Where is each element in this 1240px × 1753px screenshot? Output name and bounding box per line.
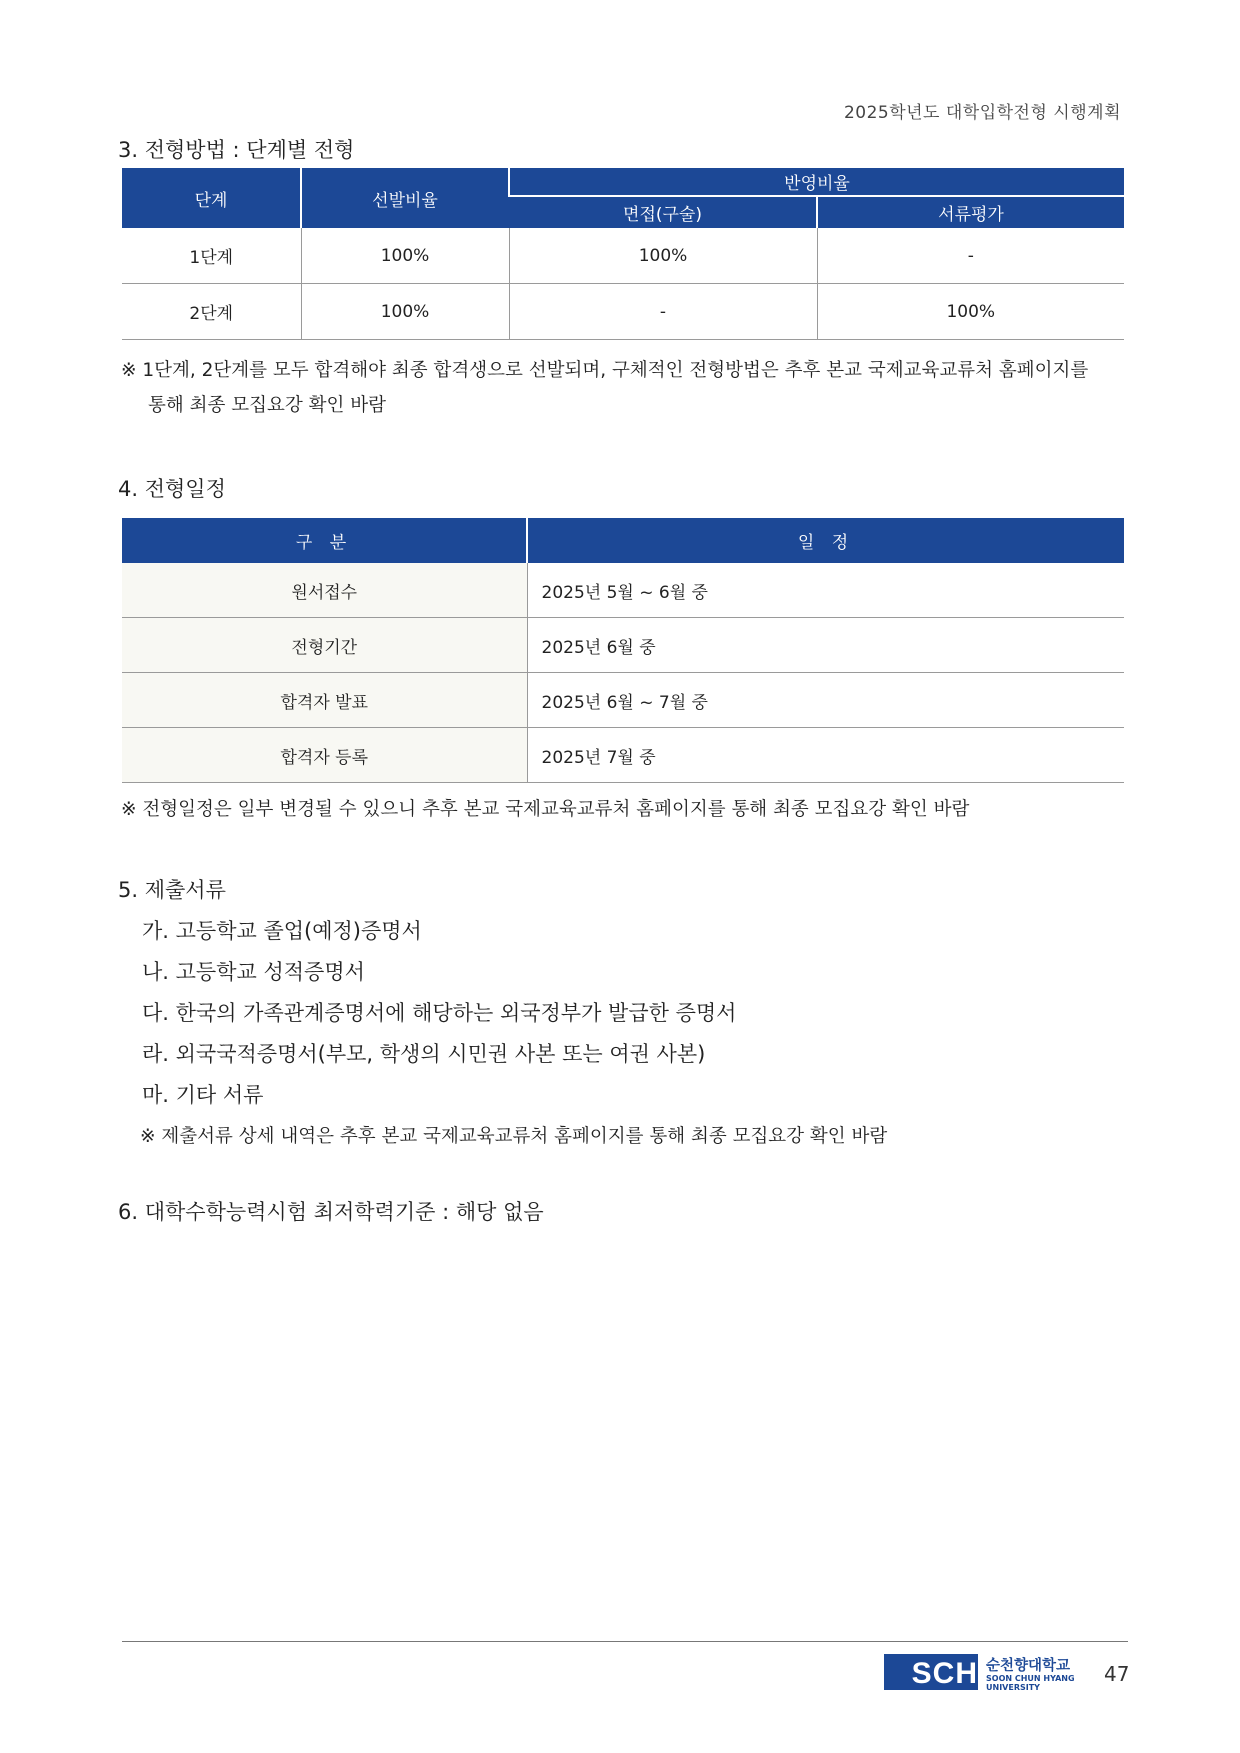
cell-interview: 100% <box>509 228 817 284</box>
table-row <box>122 673 1124 728</box>
cell-category: 전형기간 <box>122 618 527 673</box>
table-row <box>122 728 1124 783</box>
section-6-heading: 6. 대학수학능력시험 최저학력기준 : 해당 없음 <box>118 1200 544 1224</box>
logo-english-line1: SOON CHUN HYANG <box>986 1674 1075 1683</box>
cell-category: 합격자 발표 <box>122 673 527 728</box>
cell-category: 합격자 등록 <box>122 728 527 783</box>
list-item: 다. 한국의 가족관계증명서에 해당하는 외국정부가 발급한 증명서 <box>142 1001 737 1025</box>
cell-category: 원서접수 <box>122 563 527 618</box>
page-number: 47 <box>1104 1662 1130 1686</box>
list-item: 마. 기타 서류 <box>142 1083 264 1107</box>
cell-stage: 2단계 <box>122 284 301 340</box>
header-schedule: 일 정 <box>527 518 1124 563</box>
section-5-note: ※ 제출서류 상세 내역은 추후 본교 국제교육교류처 홈페이지를 통해 최종 모집요강 확인 바람 <box>140 1126 888 1147</box>
section-3-heading: 3. 전형방법 : 단계별 전형 <box>118 138 355 162</box>
section-3-note-line1: ※ 1단계, 2단계를 모두 합격해야 최종 합격생으로 선발되며, 구체적인 전형방법은 추후 본교 국제교육교류처 홈페이지를 <box>121 360 1089 381</box>
running-header: 2025학년도 대학입학전형 시행계획 <box>843 103 1121 123</box>
section-3-note-line2: 통해 최종 모집요강 확인 바람 <box>148 395 386 416</box>
cell-document: - <box>817 228 1124 284</box>
header-interview: 면접(구술) <box>509 196 817 228</box>
header-category: 구 분 <box>122 518 527 563</box>
footer-divider <box>122 1641 1128 1642</box>
cell-schedule: 2025년 6월 ~ 7월 중 <box>527 673 1124 728</box>
cell-stage: 1단계 <box>122 228 301 284</box>
cell-schedule: 2025년 5월 ~ 6월 중 <box>527 563 1124 618</box>
logo-mark: SCH <box>911 1657 978 1690</box>
header-stage: 단계 <box>122 168 301 228</box>
cell-ratio: 100% <box>301 228 509 284</box>
header-ratio: 선발비율 <box>301 168 509 228</box>
logo-korean-name: 순천향대학교 <box>986 1658 1071 1674</box>
section-5-heading: 5. 제출서류 <box>118 878 226 902</box>
cell-schedule: 2025년 7월 중 <box>527 728 1124 783</box>
table-row <box>122 284 1124 340</box>
cell-document: 100% <box>817 284 1124 340</box>
header-reflect-ratio: 반영비율 <box>509 168 1124 196</box>
schedule-table <box>122 518 1124 783</box>
table-row <box>122 228 1124 284</box>
table-row <box>122 618 1124 673</box>
selection-method-table <box>122 168 1124 340</box>
cell-ratio: 100% <box>301 284 509 340</box>
list-item: 가. 고등학교 졸업(예정)증명서 <box>142 919 422 943</box>
list-item: 나. 고등학교 성적증명서 <box>142 960 365 984</box>
table-row <box>122 563 1124 618</box>
section-4-heading: 4. 전형일정 <box>118 477 226 501</box>
header-document-review: 서류평가 <box>817 196 1124 228</box>
logo-english-line2: UNIVERSITY <box>986 1683 1040 1692</box>
cell-interview: - <box>509 284 817 340</box>
cell-schedule: 2025년 6월 중 <box>527 618 1124 673</box>
section-4-note: ※ 전형일정은 일부 변경될 수 있으니 추후 본교 국제교육교류처 홈페이지를 통해 최종 모집요강 확인 바람 <box>121 799 970 820</box>
list-item: 라. 외국국적증명서(부모, 학생의 시민권 사본 또는 여권 사본) <box>142 1042 706 1066</box>
